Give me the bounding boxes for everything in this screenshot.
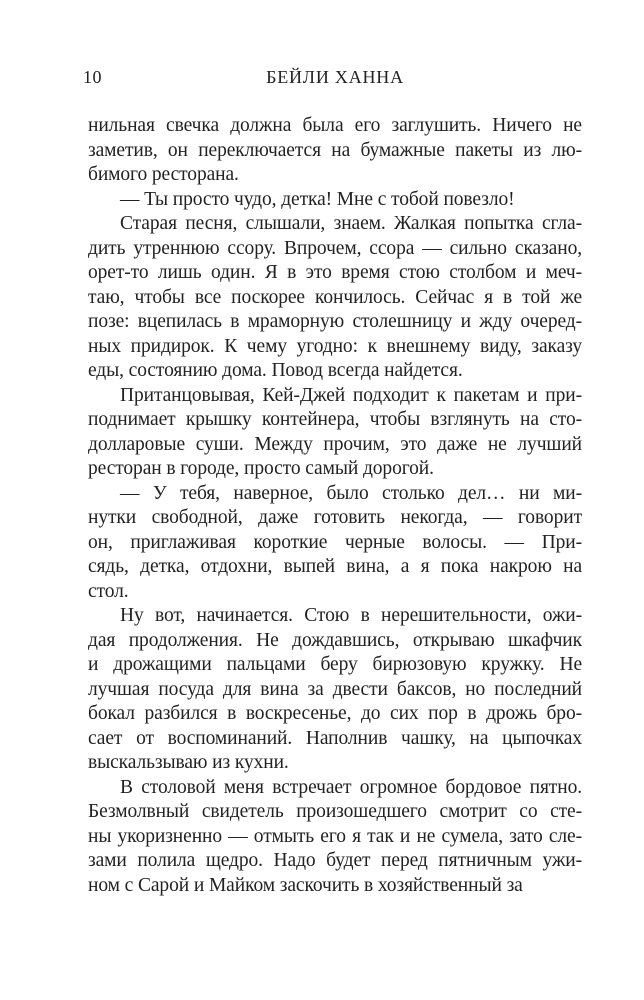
text-line: заметив, он переключается на бумажные пакеты из лю- <box>88 139 582 161</box>
paragraph <box>88 604 582 776</box>
text-line: позе: вцепилась в мраморную столешницу и жду очеред- <box>88 311 582 332</box>
text-line: и дрожащими пальцами беру бирюзовую кружку. Не <box>88 654 582 675</box>
text-line: сает от воспоминаний. Наполнив чашку, на цыпочках <box>88 727 582 749</box>
text-line: выскальзываю из кухни. <box>88 752 289 773</box>
paragraph <box>88 188 582 213</box>
paragraph <box>88 384 582 482</box>
text-line: поднимает крышку контейнера, чтобы взглянуть на сто- <box>88 409 582 430</box>
text-line: дая продолжения. Не дождавшись, открываю шкафчик <box>88 629 582 651</box>
text-line: нильная свечка должна была его заглушить. Ничего не <box>88 115 582 136</box>
text-line: В столовой меня встречает огромное бордовое пятно. <box>120 776 582 798</box>
text-line: орет-то лишь один. Я в это время стою столбом и меч- <box>88 262 582 283</box>
page-body <box>88 114 582 898</box>
text-line: лучшая посуда для вина за двести баксов, но последний <box>88 678 582 700</box>
page-number: 10 <box>83 67 102 87</box>
text-line: — Ты просто чудо, детка! Мне с тобой повезло! <box>120 188 515 210</box>
text-line: еды, состоянию дома. Повод всегда найдется. <box>88 360 463 381</box>
text-line: таю, чтобы все поскорее кончилось. Сейчас я в той же <box>88 286 582 308</box>
text-line: дить утреннюю ссору. Впрочем, ссора — сильно сказано, <box>88 237 582 259</box>
text-line: долларовые суши. Между прочим, это даже не лучший <box>88 433 582 455</box>
text-line: — У тебя, наверное, было столько дел… ни ми- <box>120 482 582 504</box>
text-line: Безмолвный свидетель произошедшего смотрит со сте- <box>88 801 582 822</box>
text-line: ны укоризненно — отмыть его я так и не сумела, зато сле- <box>88 825 582 847</box>
text-line: сядь, детка, отдохни, выпей вина, а я пока накрою на <box>88 556 582 577</box>
text-line: Старая песня, слышали, знаем. Жалкая попытка сгла- <box>120 213 582 234</box>
text-line: он, приглаживая короткие черные волосы. — При- <box>88 531 582 553</box>
text-line: ных придирок. К чему угодно: к внешнему виду, заказу <box>88 335 582 357</box>
text-line: ном с Сарой и Майком заскочить в хозяйственный за <box>88 874 523 896</box>
page-header <box>83 67 582 88</box>
paragraph <box>88 212 582 384</box>
text-line: зами полила щедро. Надо будет перед пятничным ужи- <box>88 850 582 871</box>
paragraph <box>88 776 582 899</box>
text-line: нутки свободной, даже готовить некогда, — говорит <box>88 507 582 528</box>
text-line: Ну вот, начинается. Стою в нерешительности, ожи- <box>120 605 582 626</box>
paragraph <box>88 114 582 188</box>
text-line: стол. <box>88 580 129 602</box>
text-line: ресторан в городе, просто самый дорогой. <box>88 458 434 479</box>
text-line: бокал разбился в воскресенье, до сих пор в дрожь бро- <box>88 703 582 724</box>
text-line: бимого ресторана. <box>88 164 239 185</box>
running-head: БЕЙЛИ ХАННА <box>266 67 404 87</box>
text-line: Пританцовывая, Кей-Джей подходит к пакетам и при- <box>120 384 582 406</box>
paragraph <box>88 482 582 605</box>
